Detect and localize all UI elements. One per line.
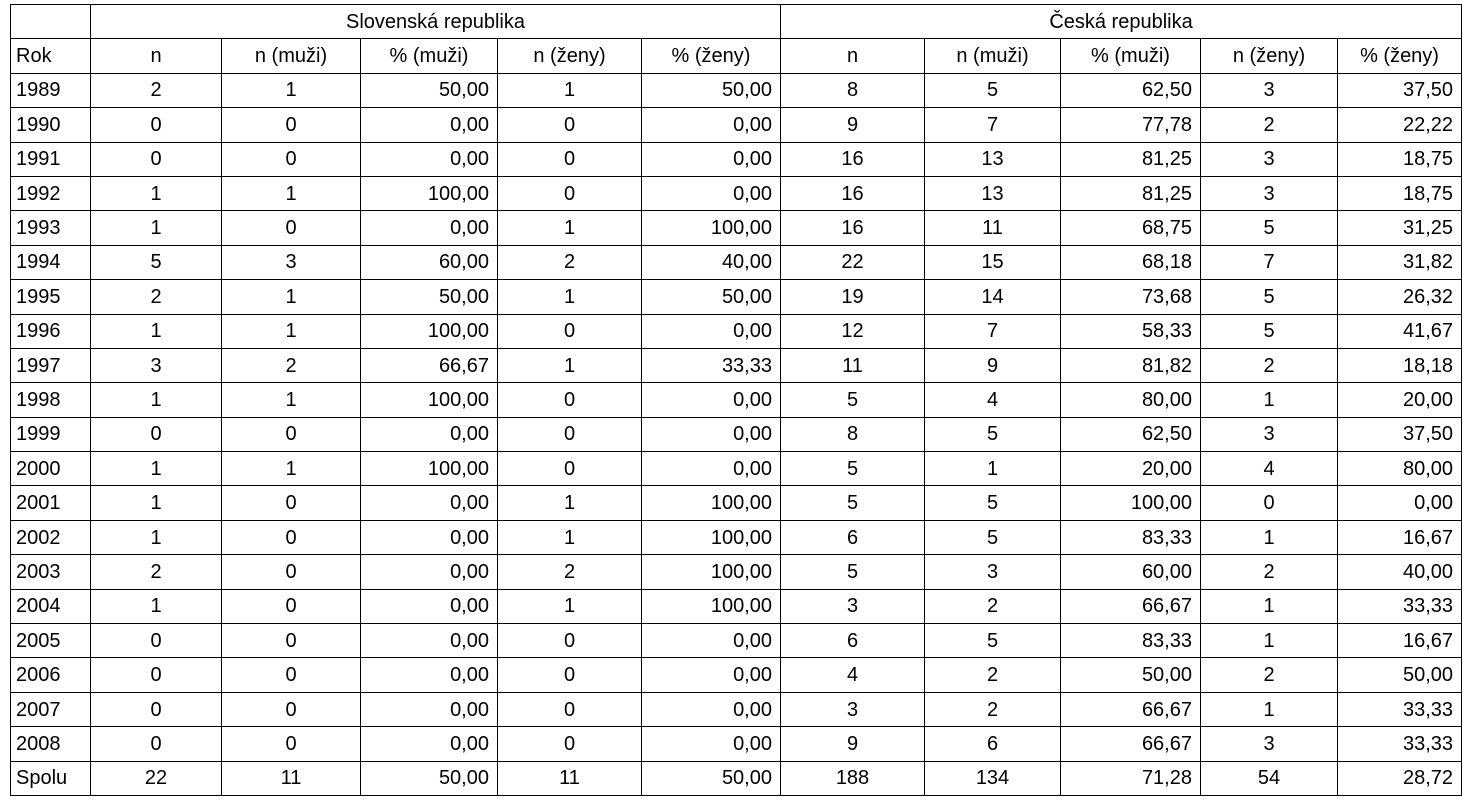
table-cell: 1 — [222, 383, 361, 417]
table-cell: 0,00 — [642, 692, 781, 726]
table-cell: 0,00 — [361, 555, 498, 589]
column-header: % (ženy) — [642, 39, 781, 73]
table-body — [11, 73, 1462, 795]
table-cell: 0,00 — [642, 417, 781, 451]
table-cell: 2 — [91, 73, 222, 107]
table-cell: 11 — [498, 761, 642, 795]
column-header: % (ženy) — [1338, 39, 1462, 73]
table-cell: 5 — [925, 73, 1061, 107]
table-cell: 1 — [498, 280, 642, 314]
table-cell: 1 — [498, 486, 642, 520]
column-header-row — [11, 39, 1462, 73]
row-label-cell: 1989 — [11, 73, 91, 107]
table-cell: 22 — [91, 761, 222, 795]
table-cell: 5 — [781, 452, 925, 486]
table-cell: 83,33 — [1061, 520, 1201, 554]
table-cell: 18,75 — [1338, 142, 1462, 176]
row-label-cell: 2001 — [11, 486, 91, 520]
table-row — [11, 280, 1462, 314]
table-cell: 0,00 — [642, 452, 781, 486]
table-cell: 3 — [1201, 73, 1338, 107]
row-label-cell: 1997 — [11, 348, 91, 382]
table-cell: 1 — [222, 314, 361, 348]
table-cell: 37,50 — [1338, 73, 1462, 107]
total-row — [11, 761, 1462, 795]
table-cell: 0,00 — [1338, 486, 1462, 520]
table-cell: 1 — [498, 348, 642, 382]
empty-corner-cell — [11, 5, 91, 39]
table-cell: 1 — [91, 520, 222, 554]
table-cell: 26,32 — [1338, 280, 1462, 314]
table-cell: 0 — [498, 383, 642, 417]
table-cell: 5 — [781, 383, 925, 417]
table-cell: 50,00 — [361, 280, 498, 314]
table-cell: 81,82 — [1061, 348, 1201, 382]
table-cell: 15 — [925, 245, 1061, 279]
table-cell: 1 — [1201, 692, 1338, 726]
table-cell: 5 — [1201, 314, 1338, 348]
table-cell: 33,33 — [1338, 589, 1462, 623]
row-label-cell: 1993 — [11, 211, 91, 245]
table-cell: 0,00 — [642, 108, 781, 142]
group-header-row — [11, 5, 1462, 39]
table-cell: 58,33 — [1061, 314, 1201, 348]
table-cell: 0 — [91, 417, 222, 451]
table-cell: 9 — [781, 727, 925, 761]
column-header: n (muži) — [925, 39, 1061, 73]
table-row — [11, 142, 1462, 176]
table-cell: 0,00 — [642, 658, 781, 692]
table-cell: 6 — [781, 520, 925, 554]
table-cell: 0 — [498, 727, 642, 761]
table-cell: 0 — [91, 658, 222, 692]
table-cell: 1 — [91, 589, 222, 623]
row-label-cell: 2002 — [11, 520, 91, 554]
table-cell: 77,78 — [1061, 108, 1201, 142]
table-cell: 9 — [781, 108, 925, 142]
table-cell: 0 — [498, 692, 642, 726]
table-cell: 134 — [925, 761, 1061, 795]
table-cell: 33,33 — [642, 348, 781, 382]
table-cell: 1 — [91, 314, 222, 348]
table-row — [11, 658, 1462, 692]
table-cell: 0 — [222, 211, 361, 245]
table-cell: 1 — [222, 280, 361, 314]
table-row — [11, 452, 1462, 486]
table-cell: 50,00 — [1338, 658, 1462, 692]
table-cell: 100,00 — [642, 520, 781, 554]
table-cell: 0 — [91, 108, 222, 142]
table-cell: 2 — [925, 658, 1061, 692]
table-cell: 0,00 — [361, 589, 498, 623]
table-cell: 4 — [925, 383, 1061, 417]
table-cell: 0,00 — [361, 624, 498, 658]
table-row — [11, 692, 1462, 726]
table-cell: 0 — [222, 417, 361, 451]
table-cell: 0,00 — [361, 486, 498, 520]
table-cell: 31,25 — [1338, 211, 1462, 245]
table-cell: 0,00 — [642, 727, 781, 761]
table-cell: 37,50 — [1338, 417, 1462, 451]
table-cell: 3 — [781, 589, 925, 623]
row-label-cell: 2007 — [11, 692, 91, 726]
table-cell: 0 — [222, 520, 361, 554]
table-cell: 100,00 — [642, 211, 781, 245]
row-label-cell: 1994 — [11, 245, 91, 279]
table-cell: 1 — [1201, 589, 1338, 623]
row-label-cell: 1990 — [11, 108, 91, 142]
table-cell: 73,68 — [1061, 280, 1201, 314]
row-label-cell: 2005 — [11, 624, 91, 658]
table-cell: 6 — [781, 624, 925, 658]
table-cell: 81,25 — [1061, 176, 1201, 210]
table-row — [11, 211, 1462, 245]
table-cell: 1 — [1201, 624, 1338, 658]
table-row — [11, 73, 1462, 107]
row-label-cell: 2000 — [11, 452, 91, 486]
table-cell: 0 — [91, 692, 222, 726]
table-row — [11, 314, 1462, 348]
group-header-slovakia: Slovenská republika — [91, 5, 781, 39]
table-cell: 100,00 — [1061, 486, 1201, 520]
table-cell: 1 — [498, 520, 642, 554]
table-cell: 2 — [1201, 348, 1338, 382]
row-label-cell: 1995 — [11, 280, 91, 314]
table-cell: 13 — [925, 142, 1061, 176]
table-cell: 3 — [781, 692, 925, 726]
column-header: n (ženy) — [498, 39, 642, 73]
table-cell: 11 — [781, 348, 925, 382]
table-cell: 18,18 — [1338, 348, 1462, 382]
table-cell: 3 — [91, 348, 222, 382]
table-cell: 2 — [925, 692, 1061, 726]
table-cell: 8 — [781, 73, 925, 107]
table-cell: 54 — [1201, 761, 1338, 795]
table-cell: 100,00 — [361, 314, 498, 348]
table-cell: 1 — [1201, 383, 1338, 417]
row-label-cell: 2004 — [11, 589, 91, 623]
table-row — [11, 555, 1462, 589]
table-cell: 5 — [781, 486, 925, 520]
table-cell: 16,67 — [1338, 520, 1462, 554]
table-cell: 7 — [925, 314, 1061, 348]
table-cell: 16 — [781, 142, 925, 176]
table-cell: 1 — [91, 383, 222, 417]
table-cell: 11 — [925, 211, 1061, 245]
table-cell: 18,75 — [1338, 176, 1462, 210]
table-cell: 1 — [222, 73, 361, 107]
table-cell: 0,00 — [361, 417, 498, 451]
table-cell: 0,00 — [361, 142, 498, 176]
table-cell: 0,00 — [642, 314, 781, 348]
table-cell: 1 — [91, 176, 222, 210]
table-cell: 2 — [1201, 108, 1338, 142]
table-cell: 100,00 — [642, 555, 781, 589]
table-cell: 12 — [781, 314, 925, 348]
table-cell: 100,00 — [361, 452, 498, 486]
column-header: n — [781, 39, 925, 73]
table-cell: 0,00 — [361, 727, 498, 761]
column-header: n (muži) — [222, 39, 361, 73]
table-cell: 5 — [925, 417, 1061, 451]
table-cell: 5 — [91, 245, 222, 279]
table-cell: 0 — [498, 108, 642, 142]
table-cell: 3 — [1201, 142, 1338, 176]
table-cell: 0,00 — [642, 383, 781, 417]
table-cell: 2 — [1201, 555, 1338, 589]
table-row — [11, 108, 1462, 142]
table-cell: 13 — [925, 176, 1061, 210]
table-cell: 0 — [222, 555, 361, 589]
row-label-cell: 1991 — [11, 142, 91, 176]
table-cell: 0,00 — [642, 176, 781, 210]
table-row — [11, 245, 1462, 279]
table-cell: 22 — [781, 245, 925, 279]
table-cell: 68,75 — [1061, 211, 1201, 245]
table-cell: 0 — [222, 108, 361, 142]
data-table — [10, 4, 1462, 796]
table-cell: 100,00 — [642, 486, 781, 520]
table-cell: 2 — [1201, 658, 1338, 692]
column-header: n — [91, 39, 222, 73]
table-cell: 4 — [1201, 452, 1338, 486]
table-cell: 1 — [222, 176, 361, 210]
row-label-cell: Spolu — [11, 761, 91, 795]
row-label-cell: 1998 — [11, 383, 91, 417]
table-cell: 0 — [91, 727, 222, 761]
table-cell: 5 — [925, 486, 1061, 520]
table-cell: 50,00 — [642, 280, 781, 314]
table-cell: 188 — [781, 761, 925, 795]
table-cell: 6 — [925, 727, 1061, 761]
table-cell: 16 — [781, 176, 925, 210]
table-cell: 68,18 — [1061, 245, 1201, 279]
table-cell: 4 — [781, 658, 925, 692]
row-label-cell: 2006 — [11, 658, 91, 692]
table-cell: 2 — [498, 245, 642, 279]
table-cell: 8 — [781, 417, 925, 451]
table-cell: 0,00 — [361, 520, 498, 554]
table-cell: 3 — [1201, 727, 1338, 761]
table-cell: 0 — [1201, 486, 1338, 520]
table-cell: 1 — [91, 452, 222, 486]
table-cell: 60,00 — [361, 245, 498, 279]
column-header: % (muži) — [361, 39, 498, 73]
table-cell: 50,00 — [361, 73, 498, 107]
table-cell: 66,67 — [1061, 692, 1201, 726]
table-cell: 16 — [781, 211, 925, 245]
table-cell: 0 — [498, 142, 642, 176]
table-cell: 11 — [222, 761, 361, 795]
table-cell: 40,00 — [1338, 555, 1462, 589]
table-cell: 1 — [498, 73, 642, 107]
table-cell: 1 — [91, 486, 222, 520]
table-cell: 2 — [925, 589, 1061, 623]
table-cell: 14 — [925, 280, 1061, 314]
table-cell: 100,00 — [642, 589, 781, 623]
table-row — [11, 624, 1462, 658]
table-row — [11, 176, 1462, 210]
table-cell: 0 — [222, 589, 361, 623]
table-cell: 28,72 — [1338, 761, 1462, 795]
table-cell: 0 — [498, 314, 642, 348]
table-cell: 1 — [498, 589, 642, 623]
column-header: n (ženy) — [1201, 39, 1338, 73]
table-cell: 0 — [498, 658, 642, 692]
table-cell: 5 — [781, 555, 925, 589]
table-cell: 0 — [222, 142, 361, 176]
table-cell: 71,28 — [1061, 761, 1201, 795]
table-cell: 16,67 — [1338, 624, 1462, 658]
group-header-czechia: Česká republika — [781, 5, 1462, 39]
table-cell: 33,33 — [1338, 692, 1462, 726]
table-cell: 100,00 — [361, 383, 498, 417]
table-cell: 60,00 — [1061, 555, 1201, 589]
table-cell: 3 — [222, 245, 361, 279]
table-cell: 40,00 — [642, 245, 781, 279]
table-cell: 0 — [498, 452, 642, 486]
table-cell: 0 — [222, 692, 361, 726]
table-cell: 5 — [925, 624, 1061, 658]
table-cell: 2 — [498, 555, 642, 589]
table-cell: 41,67 — [1338, 314, 1462, 348]
table-cell: 5 — [1201, 280, 1338, 314]
row-label-cell: 1996 — [11, 314, 91, 348]
table-cell: 7 — [925, 108, 1061, 142]
table-cell: 0,00 — [361, 658, 498, 692]
table-cell: 50,00 — [642, 73, 781, 107]
table-cell: 33,33 — [1338, 727, 1462, 761]
row-label-cell: 1999 — [11, 417, 91, 451]
table-cell: 0 — [498, 624, 642, 658]
table-cell: 100,00 — [361, 176, 498, 210]
table-cell: 2 — [91, 280, 222, 314]
table-row — [11, 486, 1462, 520]
table-cell: 3 — [925, 555, 1061, 589]
table-cell: 62,50 — [1061, 73, 1201, 107]
column-header: Rok — [11, 39, 91, 73]
table-row — [11, 589, 1462, 623]
table-cell: 1 — [1201, 520, 1338, 554]
table-cell: 5 — [1201, 211, 1338, 245]
table-cell: 0 — [91, 142, 222, 176]
table-row — [11, 520, 1462, 554]
table-cell: 20,00 — [1338, 383, 1462, 417]
table-cell: 81,25 — [1061, 142, 1201, 176]
table-cell: 3 — [1201, 176, 1338, 210]
table-cell: 0,00 — [361, 108, 498, 142]
table-cell: 0 — [91, 624, 222, 658]
table-cell: 1 — [91, 211, 222, 245]
table-cell: 22,22 — [1338, 108, 1462, 142]
table-cell: 0 — [222, 727, 361, 761]
table-row — [11, 417, 1462, 451]
table-cell: 3 — [1201, 417, 1338, 451]
table-cell: 83,33 — [1061, 624, 1201, 658]
table-cell: 1 — [498, 211, 642, 245]
table-cell: 7 — [1201, 245, 1338, 279]
row-label-cell: 2008 — [11, 727, 91, 761]
table-cell: 66,67 — [1061, 727, 1201, 761]
table-row — [11, 383, 1462, 417]
table-cell: 9 — [925, 348, 1061, 382]
table-cell: 5 — [925, 520, 1061, 554]
table-cell: 80,00 — [1061, 383, 1201, 417]
table-cell: 0 — [222, 486, 361, 520]
table-cell: 66,67 — [1061, 589, 1201, 623]
table-cell: 50,00 — [361, 761, 498, 795]
table-row — [11, 348, 1462, 382]
table-cell: 0,00 — [361, 211, 498, 245]
table-cell: 66,67 — [361, 348, 498, 382]
table-cell: 19 — [781, 280, 925, 314]
table-cell: 2 — [91, 555, 222, 589]
table-cell: 62,50 — [1061, 417, 1201, 451]
row-label-cell: 1992 — [11, 176, 91, 210]
row-label-cell: 2003 — [11, 555, 91, 589]
table-cell: 0,00 — [361, 692, 498, 726]
table-cell: 0,00 — [642, 624, 781, 658]
column-header: % (muži) — [1061, 39, 1201, 73]
table-cell: 80,00 — [1338, 452, 1462, 486]
table-cell: 0,00 — [642, 142, 781, 176]
table-cell: 0 — [498, 417, 642, 451]
table-cell: 31,82 — [1338, 245, 1462, 279]
table-cell: 0 — [222, 658, 361, 692]
table-row — [11, 727, 1462, 761]
table-cell: 1 — [222, 452, 361, 486]
table-cell: 0 — [222, 624, 361, 658]
table-cell: 50,00 — [642, 761, 781, 795]
table-cell: 20,00 — [1061, 452, 1201, 486]
table-cell: 2 — [222, 348, 361, 382]
table-cell: 50,00 — [1061, 658, 1201, 692]
table-cell: 1 — [925, 452, 1061, 486]
table-cell: 0 — [498, 176, 642, 210]
